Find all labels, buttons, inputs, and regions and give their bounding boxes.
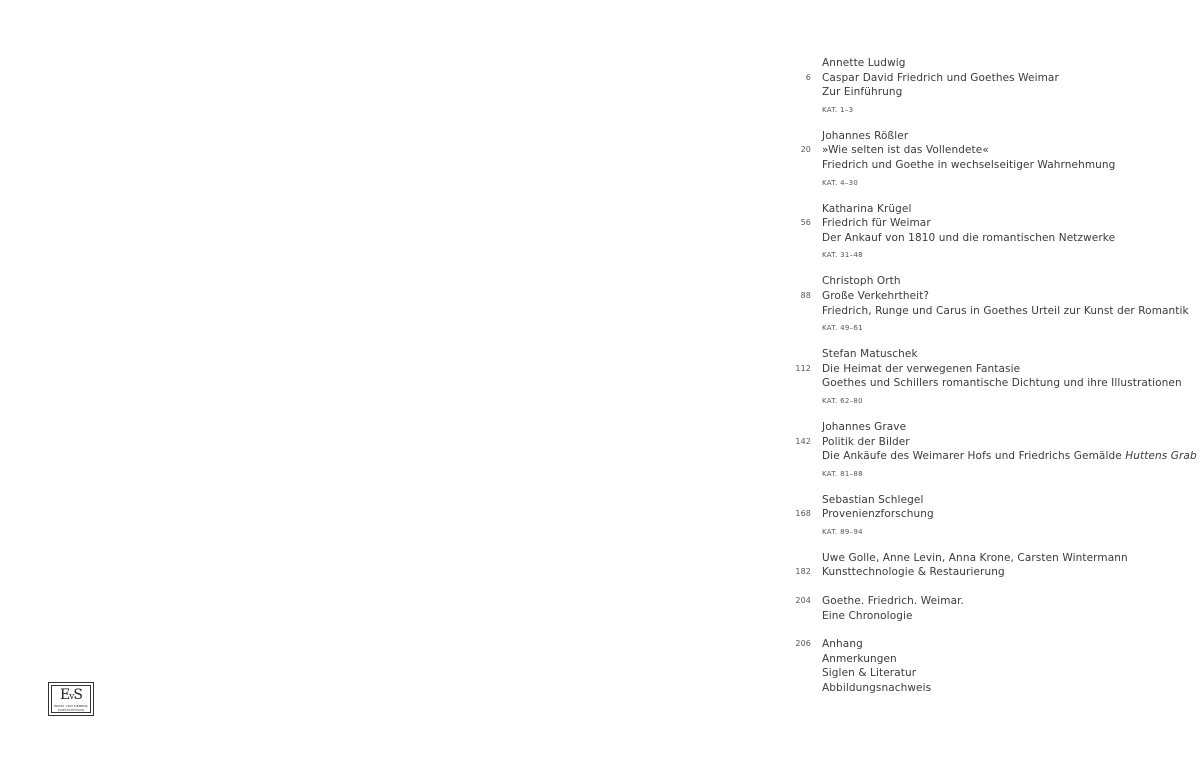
toc-entry bbox=[786, 202, 1176, 261]
page-number: 6 bbox=[805, 72, 811, 82]
catalogue-range: KAT. 1–3 bbox=[822, 105, 854, 114]
logo-subtitle-2: KUNSTSTIFTUNG bbox=[57, 707, 85, 712]
entry-subtitle: Zur Einführung bbox=[822, 86, 903, 99]
entry-subtitle: Die Ankäufe des Weimarer Hofs und Friedrichs Gemälde bbox=[822, 450, 1126, 463]
entry-title-line bbox=[800, 216, 1176, 231]
logo-subtitle-1: ERNST VON SIEMENS bbox=[54, 704, 88, 708]
catalogue-range: KAT. 4–30 bbox=[822, 178, 859, 187]
entry-title-line bbox=[795, 507, 1176, 522]
evs-logo bbox=[48, 682, 94, 716]
entry-subtitle: Eine Chronologie bbox=[822, 609, 913, 622]
entry-title-line bbox=[805, 71, 1176, 86]
entry-title-line bbox=[795, 362, 1176, 377]
page-number: 20 bbox=[800, 145, 811, 155]
entry-subtitle: Friedrich, Runge und Carus in Goethes Urteil zur Kunst der Romantik bbox=[822, 304, 1189, 317]
entry-title: Die Heimat der verwegenen Fantasie bbox=[822, 362, 1021, 375]
toc-entry bbox=[786, 56, 1176, 115]
toc-entry bbox=[786, 637, 1176, 695]
entry-title-line bbox=[795, 435, 1176, 450]
page-number: 204 bbox=[795, 596, 811, 606]
toc-entry bbox=[786, 493, 1176, 537]
evs-logo-mark bbox=[60, 687, 82, 705]
entry-title: Goethe. Friedrich. Weimar. bbox=[822, 595, 964, 608]
entry-title-line bbox=[795, 565, 1176, 580]
entry-subtitle: Friedrich und Goethe in wechselseitiger Wahrnehmung bbox=[822, 158, 1116, 171]
entry-subtitle: Anmerkungen bbox=[822, 652, 897, 665]
toc-entry bbox=[786, 594, 1176, 623]
entry-author: Stefan Matuschek bbox=[822, 348, 918, 361]
entry-author: Johannes Rößler bbox=[822, 129, 909, 142]
entry-line-4: Abbildungsnachweis bbox=[822, 682, 932, 695]
catalogue-range: KAT. 81–88 bbox=[822, 469, 863, 478]
page-number: 88 bbox=[800, 290, 811, 300]
page-number: 142 bbox=[795, 436, 811, 446]
page-number: 112 bbox=[795, 363, 811, 373]
page-number: 168 bbox=[795, 509, 811, 519]
entry-title: »Wie selten ist das Vollendete« bbox=[822, 144, 989, 157]
toc-entry bbox=[786, 551, 1176, 580]
catalogue-range: KAT. 49–61 bbox=[822, 324, 863, 333]
entry-author: Uwe Golle, Anne Levin, Anna Krone, Carsten Wintermann bbox=[822, 551, 1128, 564]
entry-title-line bbox=[795, 594, 1176, 609]
toc-entry bbox=[786, 347, 1182, 406]
logo-letter-e: E bbox=[60, 687, 70, 703]
entry-title: Große Verkehrtheit? bbox=[822, 289, 930, 302]
entry-title: Anhang bbox=[822, 638, 863, 651]
entry-author: Katharina Krügel bbox=[822, 202, 912, 215]
entry-author: Sebastian Schlegel bbox=[822, 493, 924, 506]
entry-subtitle-line bbox=[822, 449, 1197, 464]
entry-author: Christoph Orth bbox=[822, 275, 901, 288]
page-number: 182 bbox=[795, 567, 811, 577]
entry-subtitle: Goethes und Schillers romantische Dichtung und ihre Illustrationen bbox=[822, 377, 1182, 390]
toc-entry bbox=[786, 420, 1197, 479]
catalogue-range: KAT. 89–94 bbox=[822, 527, 863, 536]
entry-title: Caspar David Friedrich und Goethes Weimar bbox=[822, 71, 1059, 84]
evs-logo-frame bbox=[51, 685, 91, 713]
entry-author: Johannes Grave bbox=[822, 420, 907, 433]
page-number: 56 bbox=[800, 218, 811, 228]
entry-title: Friedrich für Weimar bbox=[822, 217, 931, 230]
entry-subtitle: Der Ankauf von 1810 und die romantischen Netzwerke bbox=[822, 231, 1116, 244]
page-number: 206 bbox=[795, 639, 811, 649]
entry-title-line bbox=[800, 289, 1176, 304]
entry-author: Annette Ludwig bbox=[822, 57, 906, 69]
logo-letter-v: v bbox=[69, 692, 74, 702]
logo-letter-s: S bbox=[73, 687, 82, 703]
toc-entry bbox=[786, 129, 1176, 188]
entry-subtitle-artwork: Huttens Grab bbox=[1125, 450, 1197, 463]
entry-line-3: Siglen & Literatur bbox=[822, 667, 917, 680]
entry-title: Politik der Bilder bbox=[822, 435, 910, 448]
table-of-contents bbox=[786, 56, 1197, 710]
entry-title-line bbox=[800, 143, 1176, 158]
entry-title: Kunsttechnologie & Restaurierung bbox=[822, 566, 1005, 579]
entry-title-line bbox=[795, 637, 1176, 652]
catalogue-range: KAT. 62–80 bbox=[822, 396, 863, 405]
toc-entry bbox=[786, 274, 1189, 333]
catalogue-range: KAT. 31–48 bbox=[822, 251, 863, 260]
entry-title: Provenienzforschung bbox=[822, 508, 934, 521]
